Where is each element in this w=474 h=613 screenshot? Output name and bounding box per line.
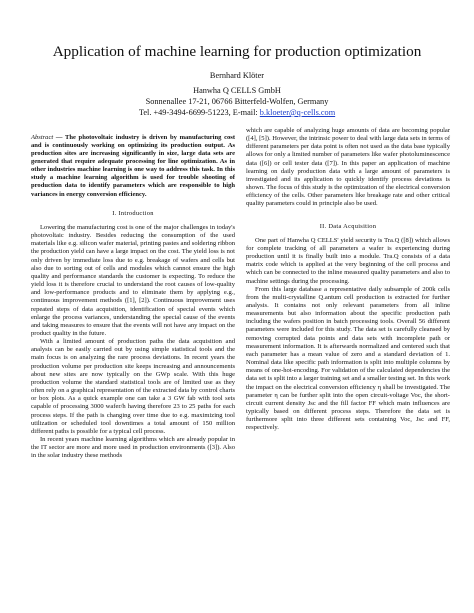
email-link[interactable]: b.kloeter@q-cells.com <box>259 108 336 117</box>
left-column <box>31 127 235 460</box>
section-heading-data-acquisition <box>246 223 450 231</box>
section-heading-text: II. Data Acquisition <box>319 222 377 230</box>
affiliation-company: Hanwha Q CELLS GmbH <box>193 86 281 95</box>
paragraph: From this large database a representative daily subsample of 200k cells from the multi-crystalline Q.antum cell production is extracted for further analysis. It contains not only relevant parameters from all inline measurements but also information about the specific production path including the wafers position in batch processing tools. Overall 56 different parameters were included for this study. The data set is carefully cleansed by removing corrupted data points and data sets with incomplete path or measurement information. It is afterwards normalized and centered such that each parameter has a mean value of zero and a standard deviation of 1. Nominal data like specific path information is split into multiple columns by means of one-hot-encoding. For validation of the calculated dependencies the data set is split into a larger training set and a smaller testing set. In this work the impact on the electrical conversion efficiency η shall be investigated. The parameter η can be further split into the open circuit-voltage Voc, the short-circuit current density Jsc and the fill factor FF which main influences are typically based on different process steps. Therefore the data set is furthermore split into three different sets containing Voc, Jsc and FF, respectively. <box>246 285 450 432</box>
contact-prefix: Tel. +49-3494-6699-51223, E-mail: <box>138 108 260 117</box>
abstract <box>31 134 235 199</box>
author-name: Bernhard Klöter <box>209 71 265 80</box>
right-column <box>246 127 450 432</box>
affiliation-address: Sonnenallee 17-21, 06766 Bitterfeld-Wolfen, Germany <box>145 97 329 106</box>
paragraph: One part of Hanwha Q CELLS' yield security is Tra.Q ([8]) which allows for complete tracking of all parameters a wafer is experiencing during production until it is finally built into a module. Tra.Q consists of a data matrix code which is applied at the very beginning of the cell process and which can be connected to the inline measured quality parameters and also to machine settings during the processing. <box>246 236 450 285</box>
section-heading-introduction <box>31 210 235 218</box>
author-block <box>0 70 474 118</box>
abstract-label: Abstract <box>31 133 54 141</box>
paragraph: With a limited amount of production paths the data acquisition and analysis can be easily carried out by using simple statistical tools and the main focus is on analyzing the rare process deviations. In recent years the production volume per production site keeps increasing and announcements about new sites are now typically on the GWp scale. With this huge production volume the standard statistical tools are of limited use as they often rely on a graphical representation of the extracted data by control charts or box plots. As a quick example one can take a 3 GW fab with tool sets capable of processing 3000 wafer/h having therefore 23 to 25 paths for each process steps. If the path is changing over time due to e.g. maximizing tool utilization or scheduled tool downtimes a total amount of 150 million different paths is possible for a typical cell process. <box>31 338 235 435</box>
paragraph: Lowering the manufacturing cost is one of the major challenges in today's photovoltaic industry. Besides reducing the consumption of the used materials like e.g. silicon wafer material, printing pastes and soldering ribbon the production yield can have a large impact on the cost. The yield loss is not only driven by immediate loss due to e.g. breakage of wafers and cells but also due to sorting out of cells and modules which cannot ensure the high quality and performance standards the customer is expecting. To reduce the yield loss it is therefore crucial to understand the root causes of low-quality and low-performance products and to eliminate them by applying e.g., continuous improvement methods ([1], [2]). Continuous improvement uses repeated steps of data acquisition, identification of special events which enlarge the process variances, understanding the special cause of the events and taking measures to ensure that the events will not have any impact on the product quality in the future. <box>31 223 235 337</box>
paragraph-continued: which are capable of analyzing huge amounts of data are becoming popular ([4], [5]). However, the intrinsic power to deal with large data sets in terms of different parameters per data point is often not used as the data base typically allows for only a limited number of parameters like wafer photoluminescence data ([6]) or cell tester data ([7]). In this paper an application of machine learning on daily production data with a large amount of parameters is investigated and its application to quickly identify process deviations is shown. The focus of this study is the optimization of the electrical conversion efficiency of the cells. Other parameters like breakage rate and other critical quality parameters could in principle also be used. <box>246 127 450 208</box>
paper-title: Application of machine learning for production optimization <box>52 43 422 60</box>
section-heading-text: I. Introduction <box>112 209 154 217</box>
paragraph: In recent years machine learning algorithms which are already popular in the IT sector are more and more used in production environments ([3]). Also in the solar industry these methods <box>31 436 235 460</box>
contact-line <box>0 107 474 118</box>
abstract-text: — The photovoltaic industry is driven by manufacturing cost and is continuously working on optimizing its production output. As production sites are increasing significantly in size, large data sets are generated that require adequate processing for line optimization. As in other industries machine learning is one way to address this task. In this study a machine learning algorithm is used for trouble shooting of production data to identify parameters which are responsible to high variances in energy conversion efficiency. <box>31 133 235 198</box>
